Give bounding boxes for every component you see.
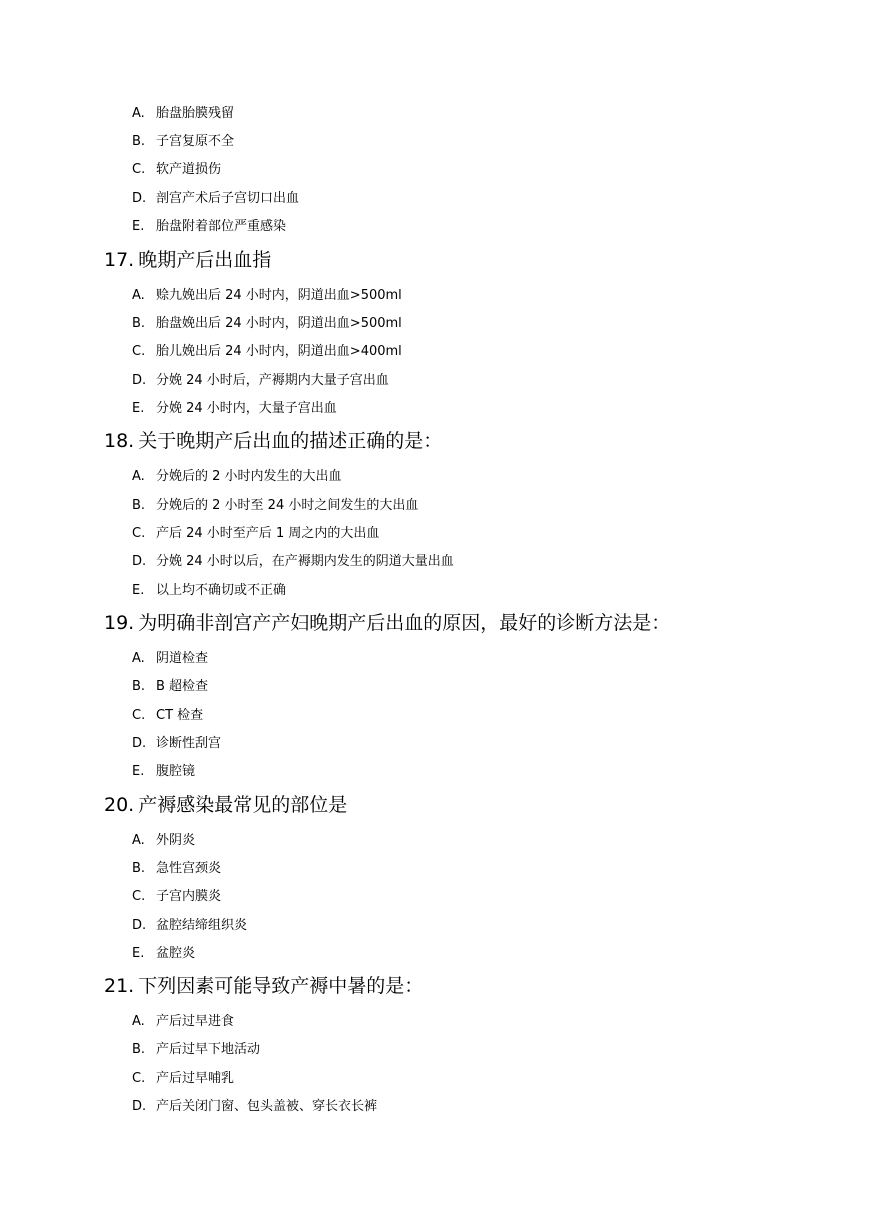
option-letter: B. [132, 316, 146, 331]
option-letter: A. [132, 469, 145, 484]
question-text: 为明确非剖宫产产妇晚期产后出血的原因，最好的诊断方法是： [138, 612, 671, 634]
option-text: 诊断性刮宫 [156, 736, 222, 751]
option-text: 分娩 24 小时以后，在产褥期内发生的阴道大量出血 [156, 554, 454, 569]
option-letter: D. [132, 191, 147, 206]
question-17-option-c [132, 344, 402, 360]
option-text: 分娩 24 小时后，产褥期内大量子宫出血 [156, 373, 389, 388]
question-number: 21. [104, 975, 135, 997]
option-letter: A. [132, 833, 145, 848]
option-text: 软产道损伤 [156, 162, 222, 177]
question-20-heading [104, 793, 347, 817]
option-text: 子宫内膜炎 [156, 889, 222, 904]
option-intro-a [132, 106, 234, 122]
option-intro-c [132, 162, 221, 178]
question-text: 产褥感染最常见的部位是 [138, 794, 348, 816]
question-19-option-c [132, 708, 203, 724]
question-18-option-e [132, 583, 286, 599]
question-20-option-a [132, 833, 195, 849]
option-text: 产后过早哺乳 [156, 1071, 235, 1086]
option-letter: D. [132, 736, 147, 751]
question-19-option-d [132, 736, 221, 752]
option-text: 分娩后的 2 小时至 24 小时之间发生的大出血 [156, 498, 419, 513]
option-text: 盆腔结缔组织炎 [156, 918, 248, 933]
option-letter: A. [132, 1014, 145, 1029]
option-letter: C. [132, 889, 146, 904]
option-text: 腹腔镜 [156, 764, 196, 779]
option-letter: B. [132, 679, 146, 694]
option-letter: D. [132, 1099, 147, 1114]
question-number: 19. [104, 612, 135, 634]
option-text: 急性宫颈炎 [156, 861, 222, 876]
option-text: 产后过早进食 [156, 1014, 235, 1029]
question-18-option-b [132, 498, 418, 514]
option-letter: C. [132, 1071, 146, 1086]
option-text: 产后关闭门窗、包头盖被、穿长衣长裤 [156, 1099, 378, 1114]
question-21-option-c [132, 1071, 234, 1087]
option-letter: A. [132, 651, 145, 666]
option-text: 阴道检查 [156, 651, 209, 666]
option-letter: B. [132, 861, 146, 876]
question-21-option-d [132, 1099, 377, 1115]
question-20-option-c [132, 889, 221, 905]
question-17-option-a [132, 288, 402, 304]
option-text: 胎盘娩出后 24 小时内，阴道出血>500ml [156, 316, 402, 331]
question-18-option-d [132, 554, 454, 570]
question-19-heading [104, 611, 670, 635]
option-text: B 超检查 [156, 679, 209, 694]
question-19-option-e [132, 764, 195, 780]
question-17-option-b [132, 316, 402, 332]
option-letter: E. [132, 583, 145, 598]
option-text: 分娩 24 小时内，大量子宫出血 [156, 401, 337, 416]
option-text: 产后 24 小时至产后 1 周之内的大出血 [156, 526, 380, 541]
option-text: 分娩后的 2 小时内发生的大出血 [156, 469, 342, 484]
option-letter: A. [132, 288, 145, 303]
option-letter: E. [132, 946, 145, 961]
option-letter: E. [132, 401, 145, 416]
option-text: 胎盘胎膜残留 [156, 106, 235, 121]
option-letter: C. [132, 708, 146, 723]
option-letter: E. [132, 219, 145, 234]
option-text: 产后过早下地活动 [156, 1042, 261, 1057]
question-text: 晚期产后出血指 [138, 249, 272, 271]
option-letter: B. [132, 134, 146, 149]
question-19-option-b [132, 679, 208, 695]
question-20-option-d [132, 918, 247, 934]
question-21-option-a [132, 1014, 234, 1030]
question-21-option-b [132, 1042, 260, 1058]
option-letter: A. [132, 106, 145, 121]
question-17-option-d [132, 373, 389, 389]
question-20-option-b [132, 861, 221, 877]
option-text: 胎儿娩出后 24 小时内，阴道出血>400ml [156, 344, 402, 359]
option-intro-d [132, 191, 299, 207]
question-number: 17. [104, 249, 135, 271]
question-text: 下列因素可能导致产褥中暑的是： [138, 975, 424, 997]
option-letter: D. [132, 918, 147, 933]
option-letter: D. [132, 554, 147, 569]
question-18-heading [104, 429, 442, 453]
question-17-heading [104, 248, 271, 272]
question-17-option-e [132, 401, 337, 417]
question-text: 关于晚期产后出血的描述正确的是： [138, 430, 443, 452]
question-21-heading [104, 974, 423, 998]
option-letter: E. [132, 764, 145, 779]
option-letter: C. [132, 162, 146, 177]
option-letter: B. [132, 1042, 146, 1057]
question-number: 18. [104, 430, 135, 452]
option-text: 剖宫产术后子宫切口出血 [156, 191, 300, 206]
option-letter: C. [132, 344, 146, 359]
option-letter: B. [132, 498, 146, 513]
option-text: 盆腔炎 [156, 946, 196, 961]
question-18-option-c [132, 526, 379, 542]
question-number: 20. [104, 794, 135, 816]
question-20-option-e [132, 946, 195, 962]
option-text: 胎盘附着部位严重感染 [156, 219, 287, 234]
option-text: 赊九娩出后 24 小时内，阴道出血>500ml [156, 288, 402, 303]
option-text: 以上均不确切或不正确 [156, 583, 287, 598]
question-18-option-a [132, 469, 342, 485]
option-text: 子宫复原不全 [156, 134, 235, 149]
option-text: CT 检查 [156, 708, 204, 723]
option-intro-b [132, 134, 234, 150]
option-letter: C. [132, 526, 146, 541]
option-intro-e [132, 219, 286, 235]
option-text: 外阴炎 [156, 833, 196, 848]
question-19-option-a [132, 651, 208, 667]
option-letter: D. [132, 373, 147, 388]
